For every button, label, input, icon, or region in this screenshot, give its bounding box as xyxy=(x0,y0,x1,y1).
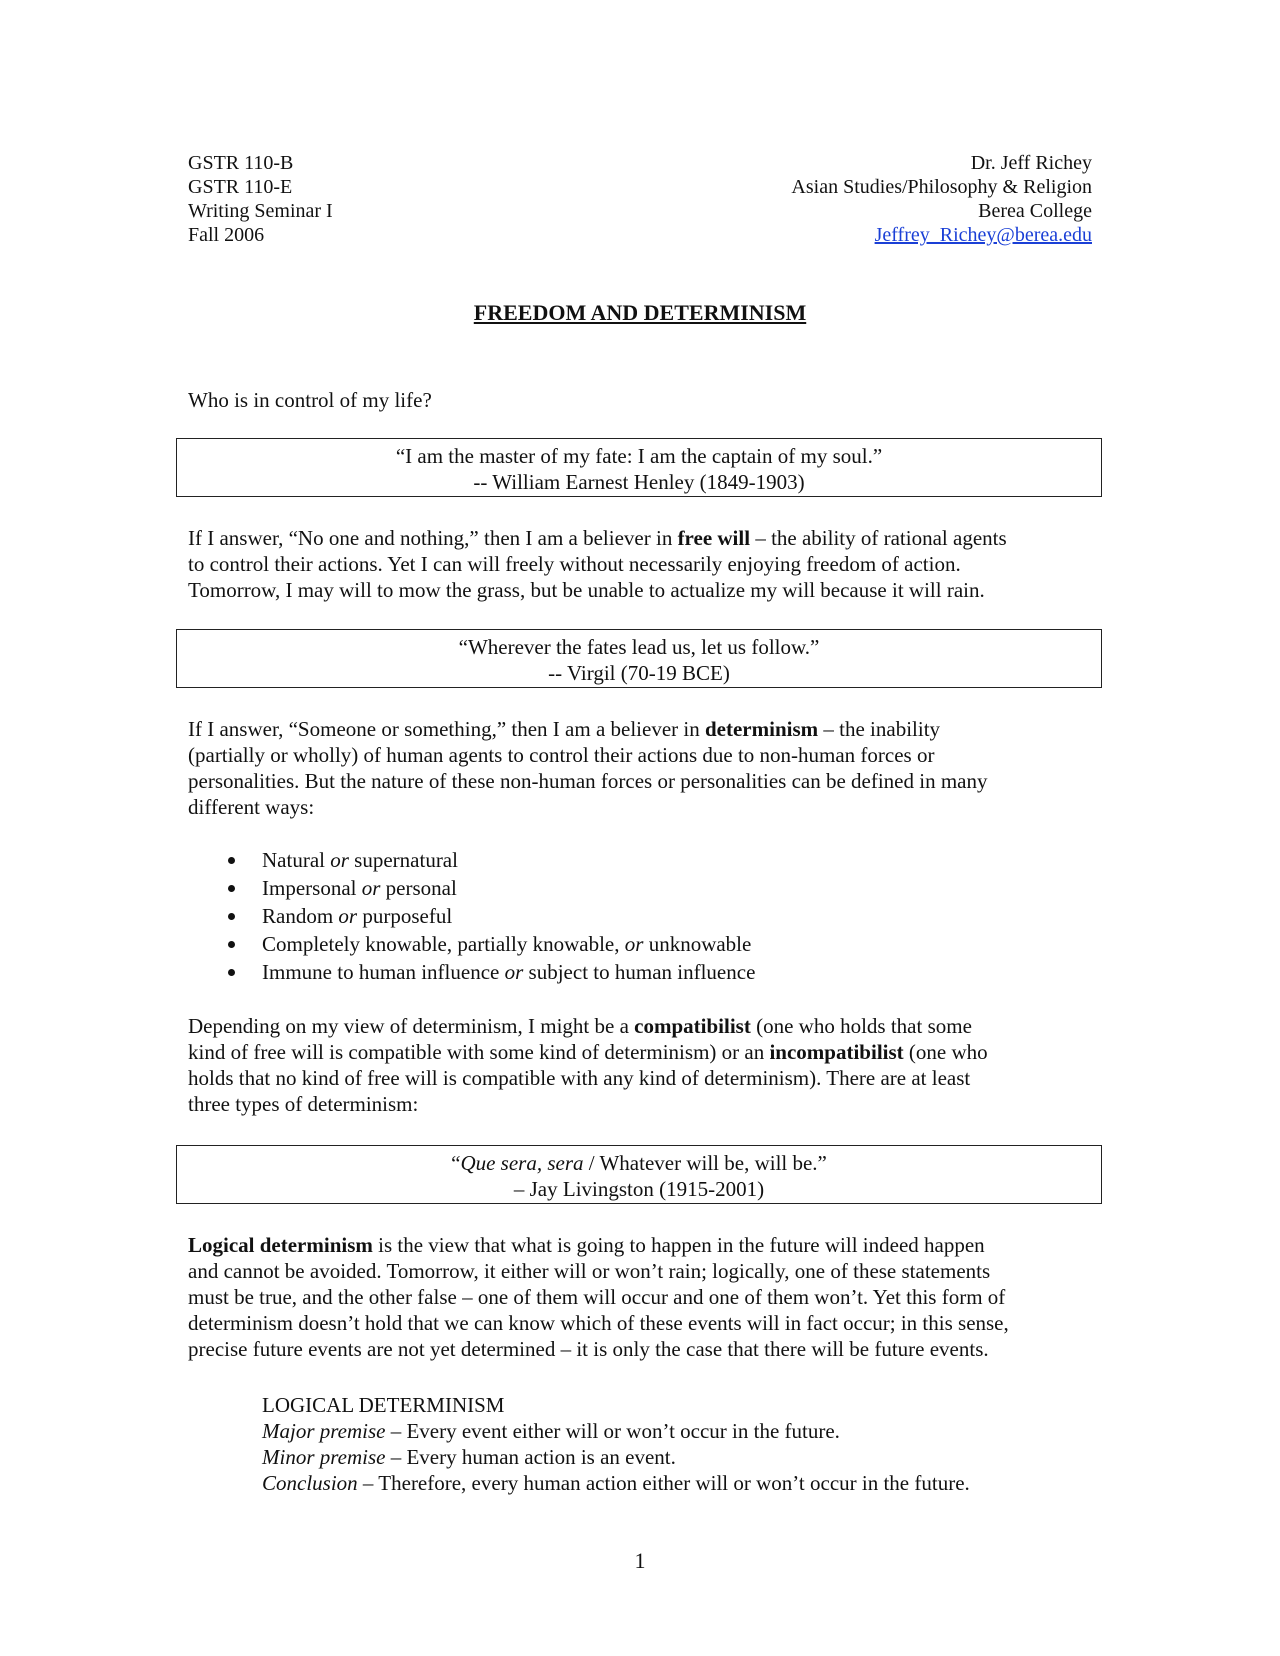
determinism-paragraph: If I answer, “Someone or something,” then I am a believer in determinism – the inability (partially or wholly) of human agents to control their actions due to non-human forces or personalities. But the nature of these non-human forces or personalities can be defined in many different ways: xyxy=(188,717,988,819)
term-logical-determinism: Logical determinism xyxy=(188,1233,373,1257)
page-number: 1 xyxy=(634,1548,646,1573)
bullet-icon xyxy=(228,885,235,892)
list-item: Immune to human influence or subject to human influence xyxy=(214,958,755,986)
quote-text: “I am the master of my fate: I am the captain of my soul.” xyxy=(395,444,883,468)
quote-author: -- Virgil (70-19 BCE) xyxy=(548,661,730,685)
compatibilism-paragraph: Depending on my view of determinism, I might be a compatibilist (one who holds that some kind of free will is compatible with some kind of determinism) or an incompatibilist (one who holds that no kind of free will is compatible with any kind of determinism). There are at least three types of determinism: xyxy=(188,1014,988,1116)
bullet-icon xyxy=(228,913,235,920)
logical-determinism-paragraph: Logical determinism is the view that what is going to happen in the future will indeed happen and cannot be avoided. Tomorrow, it either will or won’t rain; logically, one of these statements must be true, and the other false – one of them will occur and one of them won’t. Yet this form of determinism doesn’t hold that we can know which of these events will in fact occur; in this sense, precise future events are not yet determined – it is only the case that there will be future events. xyxy=(188,1233,1009,1361)
instructor-info xyxy=(791,151,1092,247)
institution: Berea College xyxy=(978,200,1092,222)
free-will-paragraph: If I answer, “No one and nothing,” then I am a believer in free will – the ability of rational agents to control their actions. Yet I can will freely without necessarily enjoying freedom of action. Tomorrow, I may will to mow the grass, but be unable to actualize my will because it will rain. xyxy=(188,526,1007,602)
quote-text: “Que sera, sera / Whatever will be, will be.” xyxy=(451,1151,827,1175)
quote-box-livingston xyxy=(176,1145,1102,1204)
term-determinism: determinism xyxy=(704,717,819,741)
list-item: Completely knowable, partially knowable, or unknowable xyxy=(214,930,755,958)
course-code-e: GSTR 110-E xyxy=(188,176,293,198)
minor-premise: Minor premise – Every human action is an event. xyxy=(262,1445,676,1469)
list-item: Impersonal or personal xyxy=(214,874,755,902)
email-link[interactable]: Jeffrey_Richey@berea.edu xyxy=(874,224,1092,246)
conclusion: Conclusion – Therefore, every human action either will or won’t occur in the future. xyxy=(262,1471,970,1495)
opening-question: Who is in control of my life? xyxy=(188,388,432,412)
course-name: Writing Seminar I xyxy=(188,200,333,222)
quote-box-virgil xyxy=(176,629,1102,688)
bullet-icon xyxy=(228,969,235,976)
department: Asian Studies/Philosophy & Religion xyxy=(791,176,1092,198)
determinism-types-list xyxy=(214,846,755,986)
term-incompatibilist: incompatibilist xyxy=(769,1040,904,1064)
logical-determinism-syllogism xyxy=(262,1392,970,1496)
quote-author: -- William Earnest Henley (1849-1903) xyxy=(473,470,805,494)
course-code-b: GSTR 110-B xyxy=(188,152,294,174)
syllogism-heading: LOGICAL DETERMINISM xyxy=(262,1393,505,1417)
quote-box-henley xyxy=(176,438,1102,497)
page-title: FREEDOM AND DETERMINISM xyxy=(473,300,807,325)
bullet-icon xyxy=(228,857,235,864)
term: Fall 2006 xyxy=(188,224,265,246)
list-item: Random or purposeful xyxy=(214,902,755,930)
bullet-icon xyxy=(228,941,235,948)
quote-author: – Jay Livingston (1915-2001) xyxy=(513,1177,765,1201)
course-info xyxy=(188,151,333,247)
major-premise: Major premise – Every event either will or won’t occur in the future. xyxy=(262,1419,840,1443)
term-compatibilist: compatibilist xyxy=(634,1014,751,1038)
quote-text: “Wherever the fates lead us, let us follow.” xyxy=(458,635,820,659)
instructor-name: Dr. Jeff Richey xyxy=(970,152,1092,174)
list-item: Natural or supernatural xyxy=(214,846,755,874)
term-free-will: free will xyxy=(677,526,751,550)
